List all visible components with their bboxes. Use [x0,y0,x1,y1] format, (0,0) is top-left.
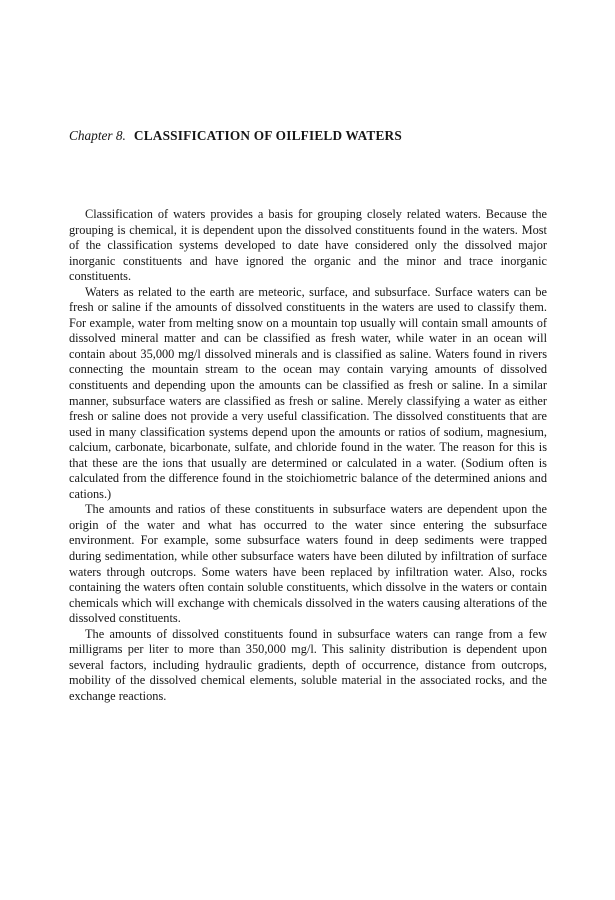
paragraph-4: The amounts of dissolved constituents found in subsurface waters can range from a few milligrams per liter to more than 350,000 mg/l. This salinity distribution is dependent upon several factors, including hydraulic gradients, depth of occurrence, distance from outcrops, mobility of the dissolved chemical elements, soluble material in the associated rocks, and the exchange reactions. [69,626,547,703]
paragraph-3: The amounts and ratios of these constituents in subsurface waters are dependent upon the origin of the water and what has occurred to the water since entering the subsurface environment. For example, some subsurface waters found in deep sediments were trapped during sedimentation, while other subsurface waters have been diluted by infiltration of surface waters through outcrops. Some waters have been replaced by infiltration water. Also, rocks containing the waters often contain soluble constituents, which dissolve in the waters or contain chemicals which will exchange with chemicals dissolved in the waters causing alterations of the dissolved constituents. [69,502,547,626]
paragraph-1: Classification of waters provides a basis for grouping closely related waters. Because the grouping is chemical, it is dependent upon the dissolved constituents found in the waters. Most of the classification systems developed to date have considered only the dissolved major inorganic constituents and have ignored the organic and the minor and trace inorganic constituents. [69,207,547,284]
chapter-heading [69,128,549,144]
body-text [69,207,547,705]
chapter-title: CLASSIFICATION OF OILFIELD WATERS [133,128,402,143]
chapter-label: Chapter 8. [69,128,126,143]
paragraph-2: Waters as related to the earth are meteoric, surface, and subsurface. Surface waters can be fresh or saline if the amounts of dissolved constituents in the waters are used to classify them. For example, water from melting snow on a mountain top usually will contain small amounts of dissolved mineral matter and can be classified as fresh water, while water in an ocean will contain about 35,000 mg/l dissolved minerals and is classified as saline. Waters found in rivers connecting the mountain stream to the ocean may contain varying amounts of dissolved constituents and depending upon the amounts can be classified as fresh or saline. In a similar manner, subsurface waters are classified as fresh or saline. Merely classifying a water as either fresh or saline does not provide a very useful classification. The dissolved constituents that are used in many classification systems depend upon the amounts or ratios of sodium, magnesium, calcium, carbonate, bicarbonate, sulfate, and chloride found in the water. The reason for this is that these are the ions that usually are determined or calculated in a water. (Sodium often is calculated from the difference found in the stoichiometric balance of the determined anions and cations.) [69,284,547,501]
